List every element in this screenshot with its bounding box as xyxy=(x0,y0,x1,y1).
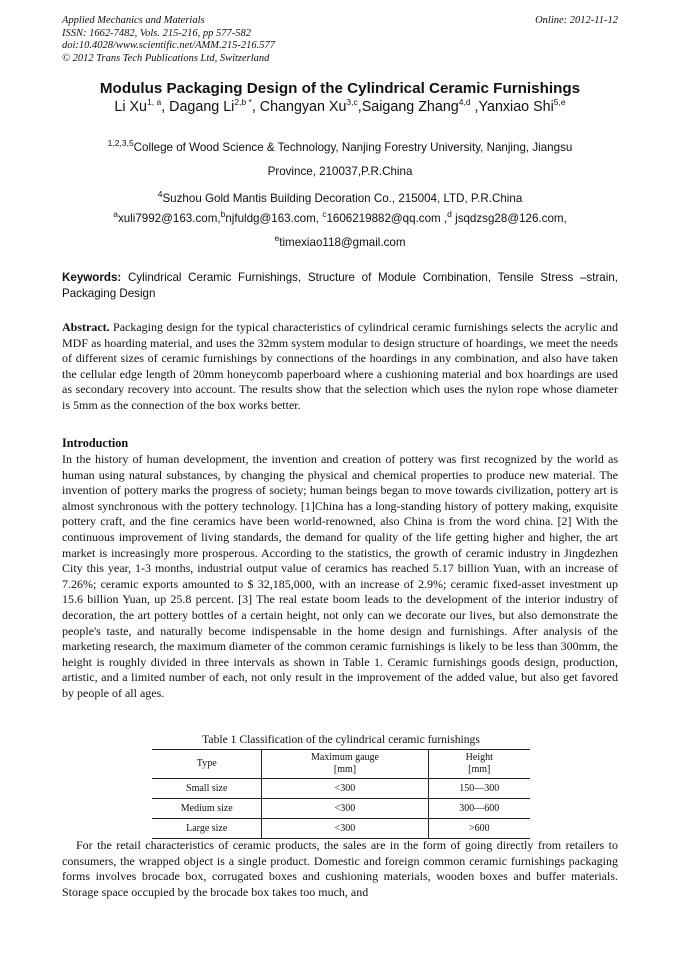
aff-line: Province, 210037,P.R.China xyxy=(267,165,413,178)
email-link[interactable]: 1606219882@qq.com , xyxy=(326,212,448,225)
table-cell: Small size xyxy=(152,779,262,799)
author-name: Saigang Zhang xyxy=(361,99,459,115)
table-cell: <300 xyxy=(262,779,428,799)
table-cell: <300 xyxy=(262,799,428,819)
table-cell: 300—600 xyxy=(428,799,530,819)
author-name: Changyan Xu xyxy=(259,99,347,115)
author-name: Dagang Li xyxy=(169,99,235,115)
section-heading-introduction: Introduction xyxy=(62,436,129,450)
table-cell: 150—300 xyxy=(428,779,530,799)
email-sup: a xyxy=(113,209,118,220)
table-header-cell: Maximum gauge [mm] xyxy=(262,750,428,779)
table-cell: Large size xyxy=(152,819,262,839)
email-sup: d xyxy=(447,209,452,220)
author-name: Yanxiao Shi xyxy=(478,99,554,115)
table-row xyxy=(152,799,530,819)
doi-line: doi:10.4028/www.scientific.net/AMM.215-216.577 xyxy=(62,40,275,51)
email-link[interactable]: timexiao118@gmail.com xyxy=(279,236,406,249)
journal-name: Applied Mechanics and Materials xyxy=(62,15,205,26)
table-row xyxy=(152,779,530,799)
email-link[interactable]: jsqdzsg28@126.com, xyxy=(451,212,567,225)
aff-line: Suzhou Gold Mantis Building Decoration Co., 215004, LTD, P.R.China xyxy=(162,192,523,205)
email-block xyxy=(62,207,618,255)
author-sup: 2,b * xyxy=(234,97,252,108)
online-date: Online: 2012-11-12 xyxy=(535,15,618,26)
email-sup: e xyxy=(274,233,280,244)
introduction-text: In the history of human development, the invention and creation of pottery was first recognized by the world as human using natural substances, by changing the physical and chemical properties to produce new material. The invention of pottery marks the progress of society; human beings began to move towards civilization, pottery art is almost synchronous with the pottery technology. [1]China has a long-standing history of pottery making, exquisite pottery craft, and the fine ceramics have been world-renowned, also China is from the word china. [2] With the continuous improvement of living standards, the demand for quality of the life getting higher and higher, the art market is increasingly more prosperous. According to the statistics, the growth of ceramic industry in Jingdezhen City this year, 1-3 months, industrial output value of ceramics has reached 5.17 billion Yuan, with an increase of 7.26%; ceramic exports amounted to $ 32,185,000, with an increase of 2.9%; ceramic fixed-asset investment up 15.6 billion Yuan, up 25.8 percent. [3] The real estate boom leads to the development of the interior industry of decoration, the art pottery bottles of a certain height, not only can we decorate our lives, but also demonstrate the people's taste, and naturally become indispensable in the home design and furnishings. After analysis of the marketing research, the maximum diameter of the common ceramic furnishings is likely to be less than 300mm, the height is roughly divided in three intervals as shown in Table 1. Ceramic furnishings goods design, production, artistic, and a limited number of each, not only result in the improvement of the added value, but also get favored by people of all ages. xyxy=(62,452,618,700)
abstract-label: Abstract. xyxy=(62,320,110,334)
author-sup: 4,d xyxy=(458,97,471,108)
email-link[interactable]: xuli7992@163.com, xyxy=(117,212,221,225)
email-link[interactable]: njfuldg@163.com, xyxy=(225,212,319,225)
table-caption: Table 1 Classification of the cylindrical ceramic furnishings xyxy=(202,733,480,746)
email-sup: c xyxy=(322,209,327,220)
author-name: Li Xu xyxy=(114,99,147,115)
retail-paragraph: For the retail characteristics of ceramic products, the sales are in the form of going directly from retailers to consumers, the wrapped object is a single product. Domestic and foreign common ceramic furnishings packaging forms involves brocade box, corrugated boxes and cushioning materials, wooden boxes and buffer materials. Storage space occupied by the brocade box takes too much, and xyxy=(62,838,618,899)
journal-header xyxy=(62,15,618,65)
aff-line: College of Wood Science & Technology, Nanjing Forestry University, Nanjing, Jiangsu xyxy=(133,141,573,154)
table-cell: <300 xyxy=(262,819,428,839)
paper-title: Modulus Packaging Design of the Cylindrical Ceramic Furnishings xyxy=(99,80,581,97)
author-list: Li Xu$^{1, a}$, Dagang $Li^{2,b *}$, Changyan Xu$^{3,c}$,Saigang Zhang$^{4,d}$ ,Yanxiao Shi$^{5,e}$ xyxy=(114,97,566,115)
classification-table xyxy=(152,749,530,839)
email-sup: b xyxy=(220,209,226,220)
table-cell: >600 xyxy=(428,819,530,839)
issn-line: ISSN: 1662-7482, Vols. 215-216, pp 577-582 xyxy=(62,27,251,39)
keywords-text: Cylindrical Ceramic Furnishings, Structure of Module Combination, Tensile Stress –strain, Packaging Design xyxy=(62,271,618,300)
table-cell: Medium size xyxy=(152,799,262,819)
keywords xyxy=(62,270,618,301)
affiliation-1 xyxy=(62,136,618,184)
keywords-label: Keywords: xyxy=(62,271,122,284)
author-sup: 3,c xyxy=(346,97,358,108)
table-header-cell: Type xyxy=(152,750,262,779)
author-sup: 5,e xyxy=(553,97,566,108)
table-header-cell: Height [mm] xyxy=(428,750,530,779)
aff-sup: 1,2,3,5 xyxy=(107,138,134,149)
table-header-row xyxy=(152,750,530,779)
abstract xyxy=(62,320,618,414)
table-row xyxy=(152,819,530,839)
abstract-text: Packaging design for the typical characteristics of cylindrical ceramic furnishings selects the acrylic and MDF as hoarding material, and uses the 32mm system modular to design structure of hoardings, we meet the needs of different sizes of ceramic furnishings by connections of the hoardings in any combination, and also have taken the cellular edge length of 20mm honeycomb paperboard where a cushioning material and box hoardings are used as secondary recovery into account. The results show that the selection which uses the nylon rope whose diameter is 5mm as the connection of the box works better. xyxy=(62,320,618,412)
author-sup: 1, a xyxy=(147,97,162,108)
aff-sup: 4 xyxy=(157,189,163,200)
copyright-line: © 2012 Trans Tech Publications Ltd, Switzerland xyxy=(62,52,270,64)
